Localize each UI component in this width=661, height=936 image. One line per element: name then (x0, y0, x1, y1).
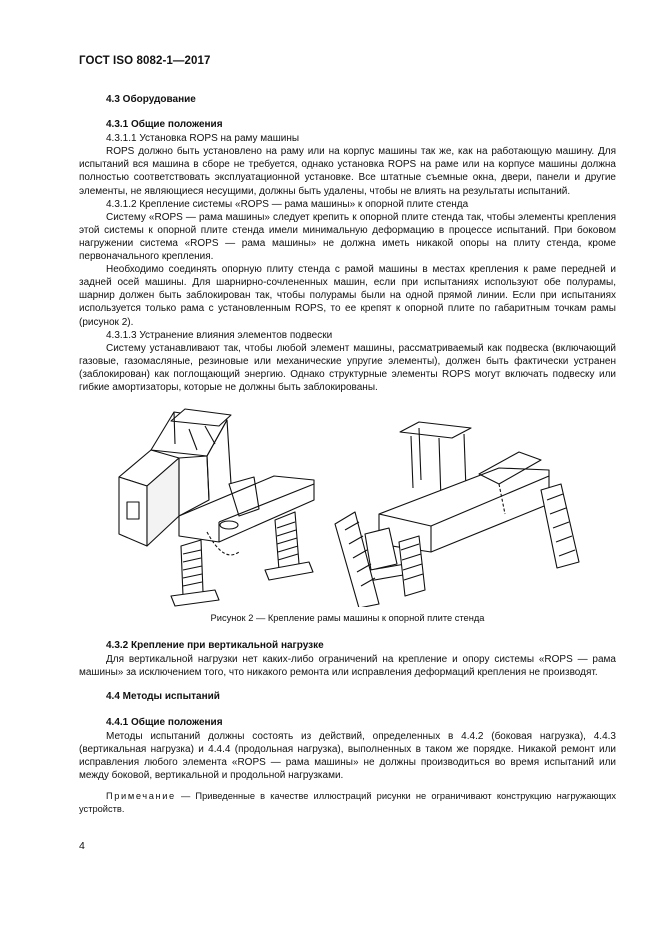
section-4-3-1-2-paragraph-2: Необходимо соединять опорную плиту стенда с рамой машины в местах крепления к раме передней и задней осей машины. Для шарнирно-сочлененных машин, если при испытаниях используют обе полурамы, шарнир должен быть заблокирован так, чтобы полурамы были на одной прямой линии. Если при испытаниях используется только рама с установленным ROPS, то ее крепят к опорной плите по габаритным точкам рамы (рисунок 2). (79, 264, 616, 328)
figure-2 (79, 404, 616, 607)
figure-2-caption: Рисунок 2 — Крепление рамы машины к опорной плите стенда (210, 613, 485, 624)
section-4-3-1-2-paragraph-1: Систему «ROPS — рама машины» следует крепить к опорной плите стенда так, чтобы элементы крепления этой системы к опорной плите стенда имели минимальную деформацию в процессе испытаний. При боковом нагружении система «ROPS — рама машины» не должна иметь никакой опоры на плиту стенда, кроме первоначального крепления. (79, 211, 616, 263)
right-machine-frame-drawing (335, 422, 579, 607)
section-4-3-heading: 4.3 Оборудование (106, 94, 196, 105)
section-4-3-1-1-text: ROPS должно быть установлено на раму или на корпус машины так же, как на работающую машину. Для испытаний вся машина в сборе не требуется, однако установка ROPS на раме или на корпусе машины должна полностью соответствовать эксплуатационной установке. Все штатные съемные окна, двери, панели и другие элементы, не являющиеся несущими, должны быть удалены, чтобы не влиять на результаты испытаний. (79, 146, 616, 197)
section-4-3-1-3-text: Систему устанавливают так, чтобы любой элемент машины, рассматриваемый как подвеска (включающий газовые, газомасляные, резиновые или механические упругие элементы), должен быть фактически устранен (заблокирован) как поглощающий энергию. Однако структурные элементы ROPS могут включать подвеску или гибкие амортизаторы, которые не должны быть заблокированы. (79, 342, 616, 393)
figure-2-drawing (79, 404, 616, 607)
standard-header: ГОСТ ISO 8082-1—2017 (79, 55, 211, 67)
section-4-3-2-heading: 4.3.2 Крепление при вертикальной нагрузке (106, 640, 324, 652)
page-content (79, 93, 616, 815)
section-4-3-1-1-heading: 4.3.1.1 Установка ROPS на раму машины (106, 133, 300, 145)
page-number: 4 (79, 840, 85, 852)
section-4-3-2-text: Для вертикальной нагрузки нет каких-либо ограничений на крепление и опору системы «ROPS — рама машины» за исключением того, что никакого ремонта или исправления деформаций крепления не производят. (79, 654, 616, 679)
section-4-3-1-heading: 4.3.1 Общие положения (106, 119, 223, 131)
note-text: — Приведенные в качестве иллюстраций рисунки не ограничивают конструкцию нагружающих устройств. (79, 791, 616, 814)
section-4-4-heading: 4.4 Методы испытаний (106, 691, 220, 703)
note-label: Примечание (106, 791, 176, 801)
note (79, 790, 616, 815)
section-4-4-1-text: Методы испытаний должны состоять из действий, определенных в 4.4.2 (боковая нагрузка), 4.4.3 (вертикальная нагрузка) и 4.4.4 (продольная нагрузка), выполненных в таком же порядке. Никакой ремонт или исправления любого элемента «ROPS — рама машины» не должны производиться во время испытаний или между боковой, вертикальной и продольной нагрузками. (79, 730, 616, 781)
left-machine-frame-drawing (119, 409, 314, 606)
section-4-3-1-3-heading: 4.3.1.3 Устранение влияния элементов подвески (106, 329, 333, 341)
section-4-3-1-2-heading: 4.3.1.2 Крепление системы «ROPS — рама машины» к опорной плите стенда (106, 198, 469, 210)
section-4-4-1-heading: 4.4.1 Общие положения (106, 716, 223, 728)
